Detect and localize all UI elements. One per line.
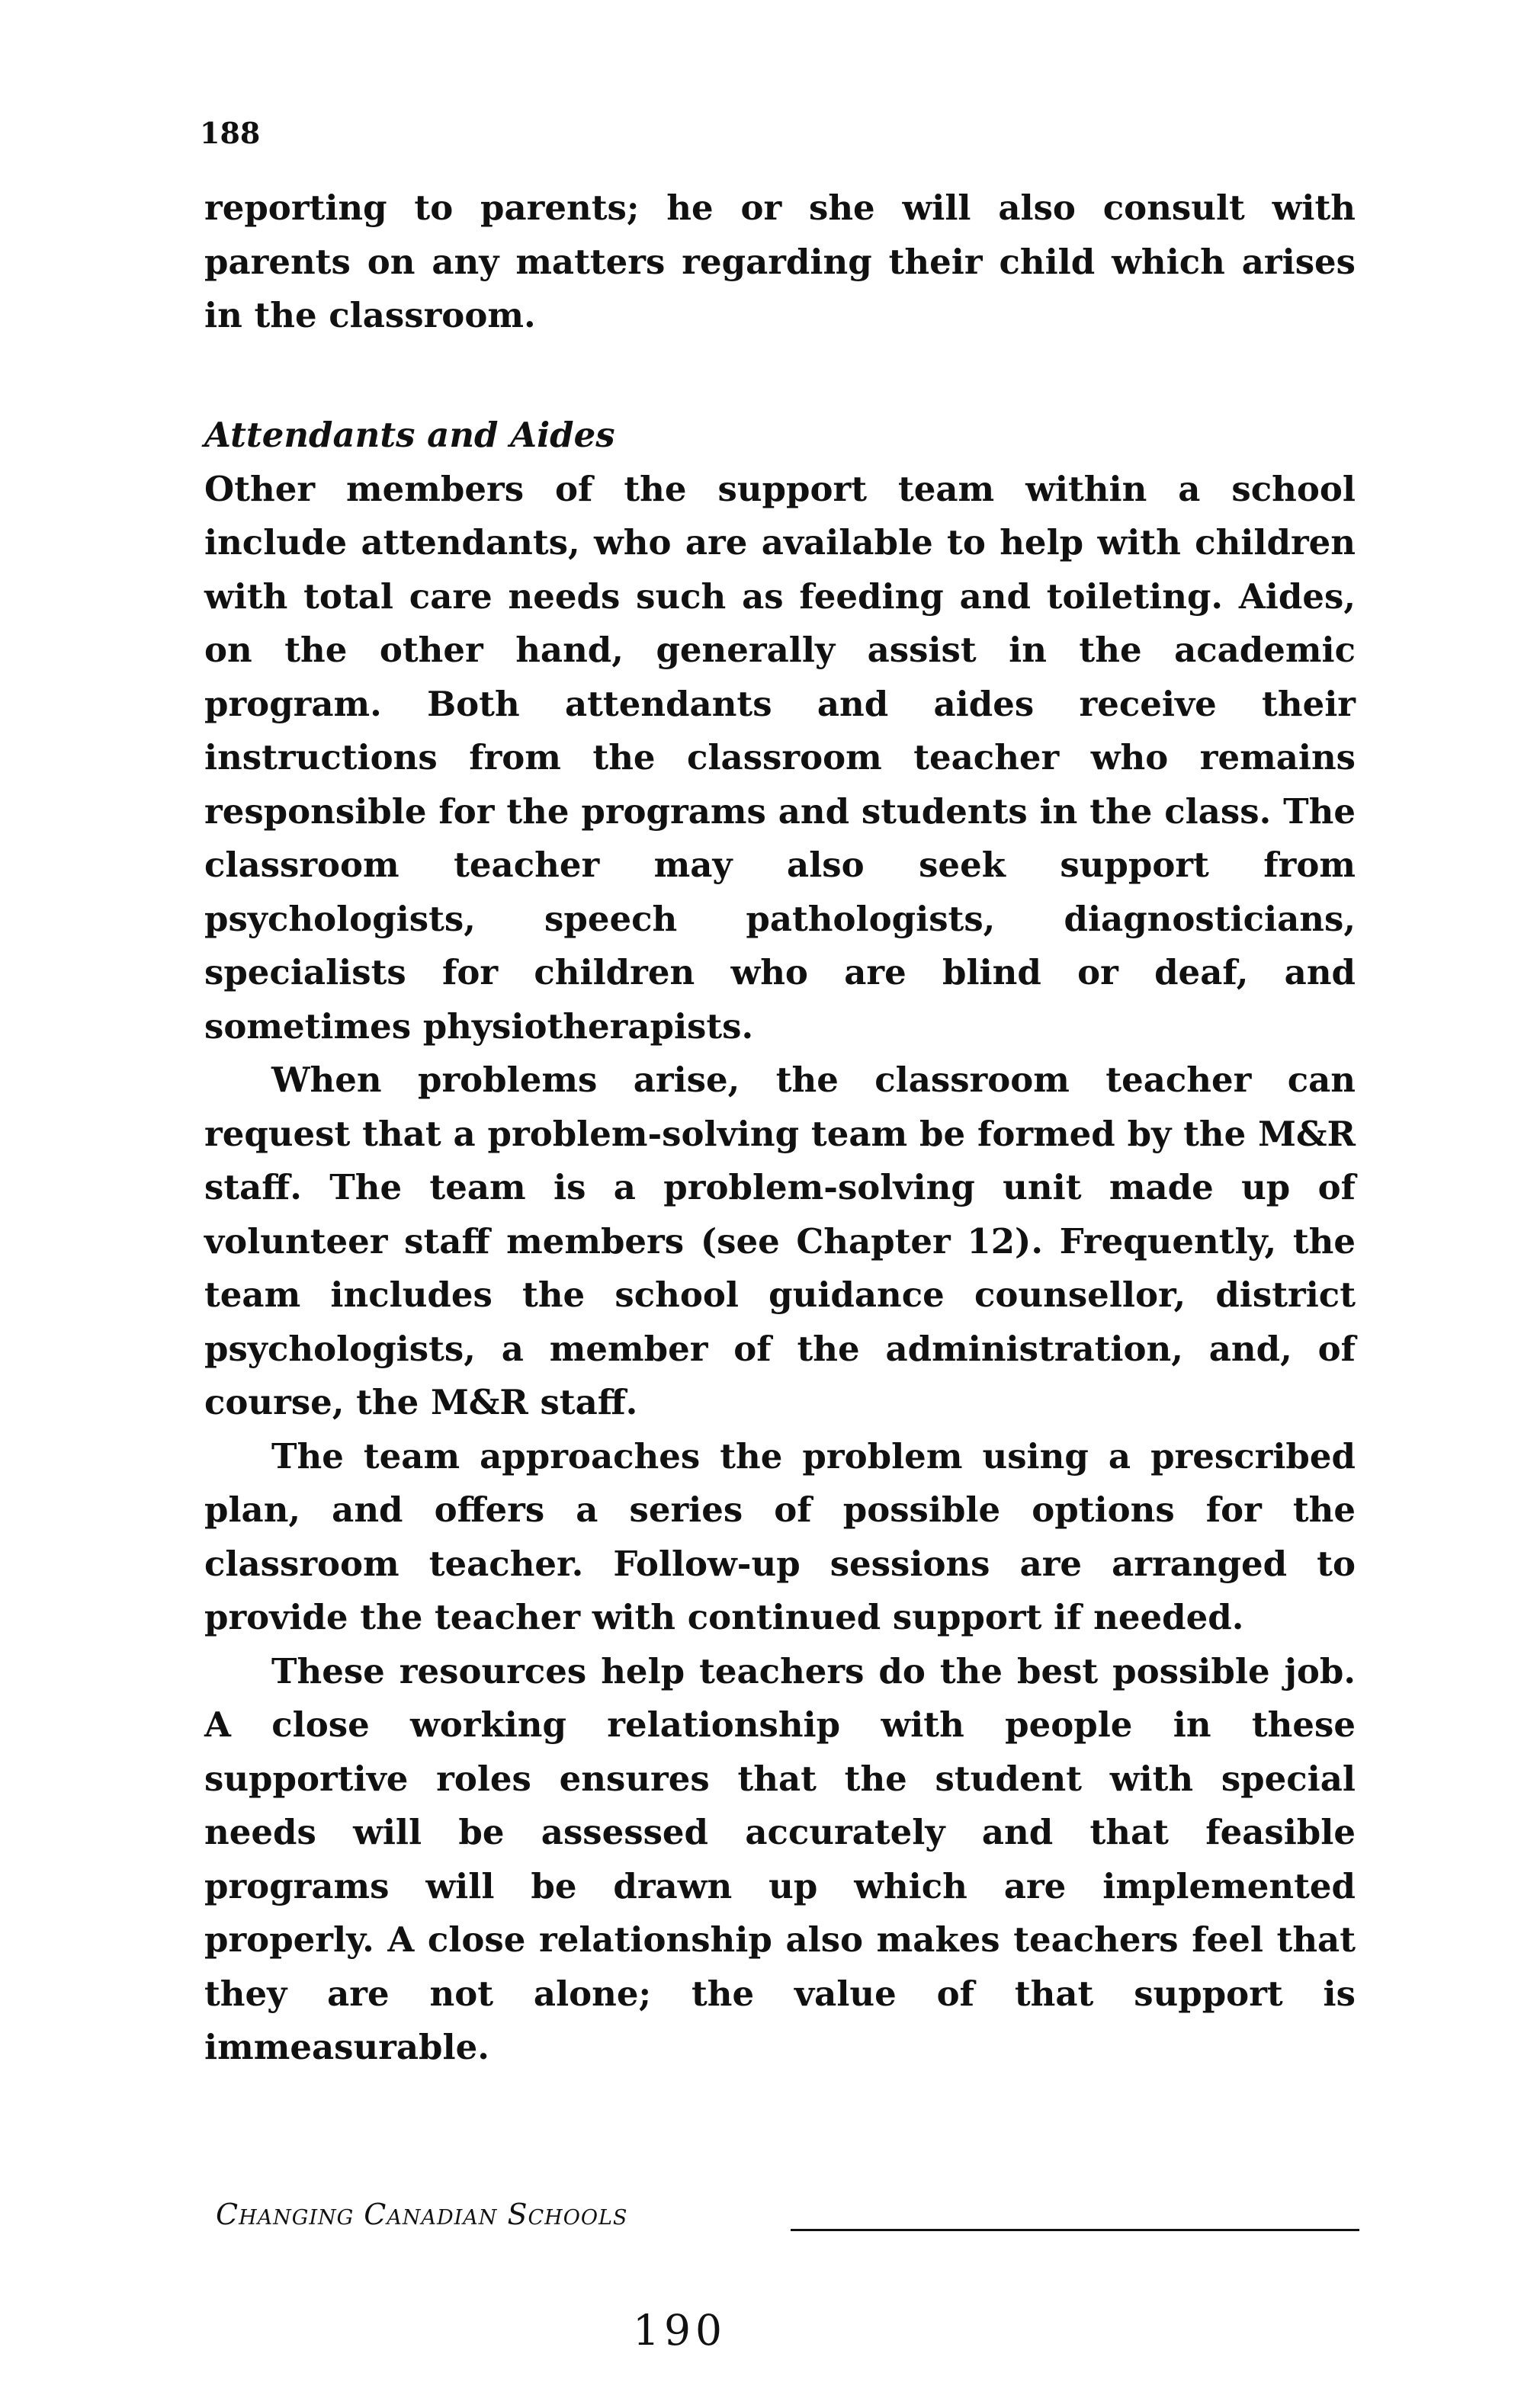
body-paragraph-2: When problems arise, the classroom teacher can request that a problem-solving team be formed by the M&R staff. The team is a problem-solving unit made up of volunteer staff members (see Chapter 12). Frequently, the team includes the school guidance counsellor, district psychologists, a member of the administration, and, of course, the M&R staff. (204, 1060, 1356, 1422)
continued-paragraph-block (204, 181, 1356, 343)
body-paragraph-4: These resources help teachers do the best possible job. A close working relationship with people in these supportive roles ensures that the student with special needs will be assessed accurately and that feasible programs will be drawn up which are implemented properly. A close relationship also makes teachers feel that they are not alone; the value of that support is immeasurable. (204, 1650, 1356, 2067)
attendants-aides-section (204, 409, 1356, 2075)
page-number: 188 (200, 116, 261, 150)
sheet-number: 190 (633, 2306, 727, 2355)
footer-book-title: Changing Canadian Schools (216, 2198, 628, 2231)
body-paragraph-3: The team approaches the problem using a prescribed plan, and offers a series of possible options for the classroom teacher. Follow-up sessions are arranged to provide the teacher with continued support if needed. (204, 1435, 1356, 1637)
running-footer (216, 2200, 1359, 2261)
footer-rule (791, 2229, 1359, 2231)
continued-paragraph: reporting to parents; he or she will also consult with parents on any matters regarding their child which arises in the classroom. (204, 188, 1356, 335)
body-paragraph-1: Other members of the support team within a school include attendants, who are available to help with children with total care needs such as feeding and toileting. Aides, on the other hand, generally assist in the academic program. Both attendants and aides receive their instructions from the classroom teacher who remains responsible for the programs and students in the class. The classroom teacher may also seek support from psychologists, speech pathologists, diagnosticians, specialists for children who are blind or deaf, and sometimes physiotherapists. (204, 468, 1356, 1047)
section-heading: Attendants and Aides (204, 415, 615, 455)
